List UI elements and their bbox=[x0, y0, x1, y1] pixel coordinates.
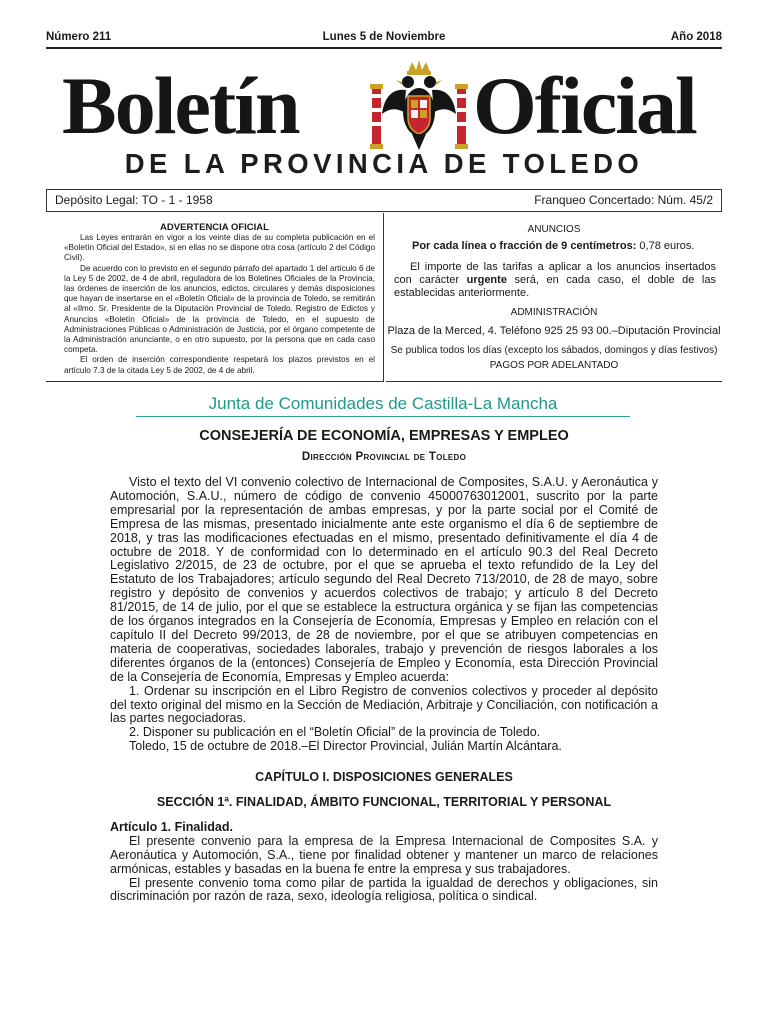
rate-label: Por cada línea o fracción de 9 centímetros: bbox=[412, 240, 637, 252]
issue-bar bbox=[46, 31, 722, 49]
body-paragraph: Toledo, 15 de octubre de 2018.–El Director Provincial, Julián Martín Alcántara. bbox=[129, 739, 562, 754]
rate-value: 0,78 euros. bbox=[636, 240, 695, 252]
article-heading: Artículo 1. Finalidad. bbox=[110, 819, 233, 834]
urgent-word: urgente bbox=[466, 274, 507, 286]
legal-info-box bbox=[46, 189, 722, 212]
masthead-word-oficial: Oficial bbox=[473, 60, 696, 151]
franqueo-concertado: Franqueo Concertado: Núm. 45/2 bbox=[534, 193, 713, 207]
issue-date: Lunes 5 de Noviembre bbox=[322, 31, 446, 43]
masthead-subtitle: DE LA PROVINCIA DE TOLEDO bbox=[124, 148, 644, 179]
info-section bbox=[46, 213, 722, 381]
body-paragraph: Visto el texto del VI convenio colectivo de Internacional de Composites, S.A.U. y Aeronáutica y Automoción, S.A.U., número de código de convenio 45000763012001, suscrito por la parte empresarial por la representación de ambas empresas, y por la parte social por el Comité de Empresa de las mismas, presentado inicialmente ante este organismo el día 6 de septiembre de 2018, y tras las modificaciones efectuadas en el mismo, presentado definitivamente el día 4 de octubre de 2018. Y de conformidad con lo determinado en el artículo 90.3 del Real Decreto Legislativo 2/2015, de 23 de octubre, por el que se aprueba el texto refundido de la Ley del Estatuto de los Trabajadores; artículo segundo del Real Decreto 713/2010, de 28 de mayo, sobre registro y depósito de convenios y acuerdos colectivos de trabajo; y artículo 8 del Decreto 81/2015, de 14 de julio, por el que se establece la estructura orgánica y se fijan las competencias de los órganos integrados en la Consejería de Economía, Empresas y Empleo en relación con el capítulo II del Decreto 99/2013, de 28 de noviembre, por el que se atribuyen competencias en materia de cooperativas, sociedades laborales, trabajo y prevención de riesgos laborales a los diferentes órganos de la (entonces) Consejería de Empleo y Economía, esta Dirección Provincial de la Consejería de Economía, Empresas y Empleo acuerda: bbox=[110, 475, 658, 684]
administracion-title: ADMINISTRACIÓN bbox=[510, 307, 598, 318]
body-paragraph: 1. Ordenar su inscripción en el Libro Registro de convenios colectivos y proceder al depósito del texto original del mismo en la Sección de Mediación, Arbitraje y Conciliación, con notificación a las partes negociadoras. bbox=[110, 683, 658, 726]
masthead-word-boletin: Boletín bbox=[62, 60, 299, 151]
section-heading: SECCIÓN 1ª. FINALIDAD, ÁMBITO FUNCIONAL, TERRITORIAL Y PERSONAL bbox=[156, 795, 612, 810]
coat-of-arms-icon bbox=[368, 58, 470, 154]
masthead bbox=[46, 60, 722, 150]
chapter-heading: CAPÍTULO I. DISPOSICIONES GENERALES bbox=[255, 770, 513, 785]
issue-number: Número 211 bbox=[46, 31, 112, 43]
advertencia-oficial-box bbox=[46, 213, 384, 382]
body-paragraph: El presente convenio toma como pilar de partida la igualdad de derechos y obligaciones, sin discriminación por razón de raza, sexo, ideología religiosa, política o sindical. bbox=[110, 875, 658, 904]
junta-heading: Junta de Comunidades de Castilla-La Mancha bbox=[136, 394, 630, 417]
issue-year: Año 2018 bbox=[670, 31, 722, 43]
body-paragraph: El presente convenio para la empresa de la Empresa Internacional de Composites S.A. y Aeronáutica y Automoción, S.A., tiene por finalidad obtener y mantener un marco de relaciones armónicas, estables y basadas en la buena fe entre la empresa y sus trabajadores. bbox=[110, 833, 658, 876]
consejeria-heading: CONSEJERÍA DE ECONOMÍA, EMPRESAS Y EMPLEO bbox=[199, 428, 569, 444]
anuncios-box bbox=[386, 213, 722, 382]
payment-note: PAGOS POR ADELANTADO bbox=[489, 360, 619, 371]
advertencia-paragraph: El orden de inserción correspondiente respetará los plazos previstos en el artículo 7.3 de la citada Ley 5 de 2002, de 4 de abril. bbox=[64, 355, 375, 375]
advertencia-paragraph: Las Leyes entrarán en vigor a los veinte días de su completa publicación en el «Boletín Oficial del Estado», si en ellas no se dispone otra cosa (artículo 2 del Código Civil). bbox=[64, 233, 375, 263]
direccion-heading: Dirección Provincial de Toledo bbox=[301, 451, 467, 463]
anuncios-rate bbox=[386, 240, 722, 253]
document-body bbox=[110, 476, 658, 904]
anuncios-title: ANUNCIOS bbox=[527, 224, 581, 235]
advertencia-paragraph: De acuerdo con lo previsto en el segundo párrafo del apartado 1 del artículo 6 de la Ley 5 de 2002, de 4 de abril, reguladora de los Boletines Oficiales de la Provincia, las órdenes de inserción de los anuncios, edictos, circulares y demás disposiciones que hayan de insertarse en el «Boletín Oficial» de la provincia de Toledo, se remitirán al «Ilmo. Sr. Presidente de la Diputación Provincial de Toledo. Registro de Edictos y Anuncios «Boletín Oficial» de la provincia de Toledo, en el supuesto de Administraciones Públicas o Administración de Justicia, por el órgano competente de la Administración anunciante, o en otro supuesto, por la persona que en cada caso competa. bbox=[64, 263, 375, 355]
publication-days: Se publica todos los días (excepto los sábados, domingos y días festivos) bbox=[390, 345, 718, 356]
body-paragraph: 2. Disponer su publicación en el “Boletín Oficial” de la provincia de Toledo. bbox=[129, 725, 541, 740]
anuncios-urgent-note: El importe de las tarifas a aplicar a los anuncios insertados con carácter urgente será, en cada caso, el doble de las establecidas anteriormente. bbox=[394, 261, 716, 299]
deposito-legal: Depósito Legal: TO - 1 - 1958 bbox=[55, 193, 213, 207]
advertencia-title: ADVERTENCIA OFICIAL bbox=[160, 222, 269, 233]
administracion-address: Plaza de la Merced, 4. Teléfono 925 25 93 00.–Diputación Provincial bbox=[387, 325, 721, 337]
